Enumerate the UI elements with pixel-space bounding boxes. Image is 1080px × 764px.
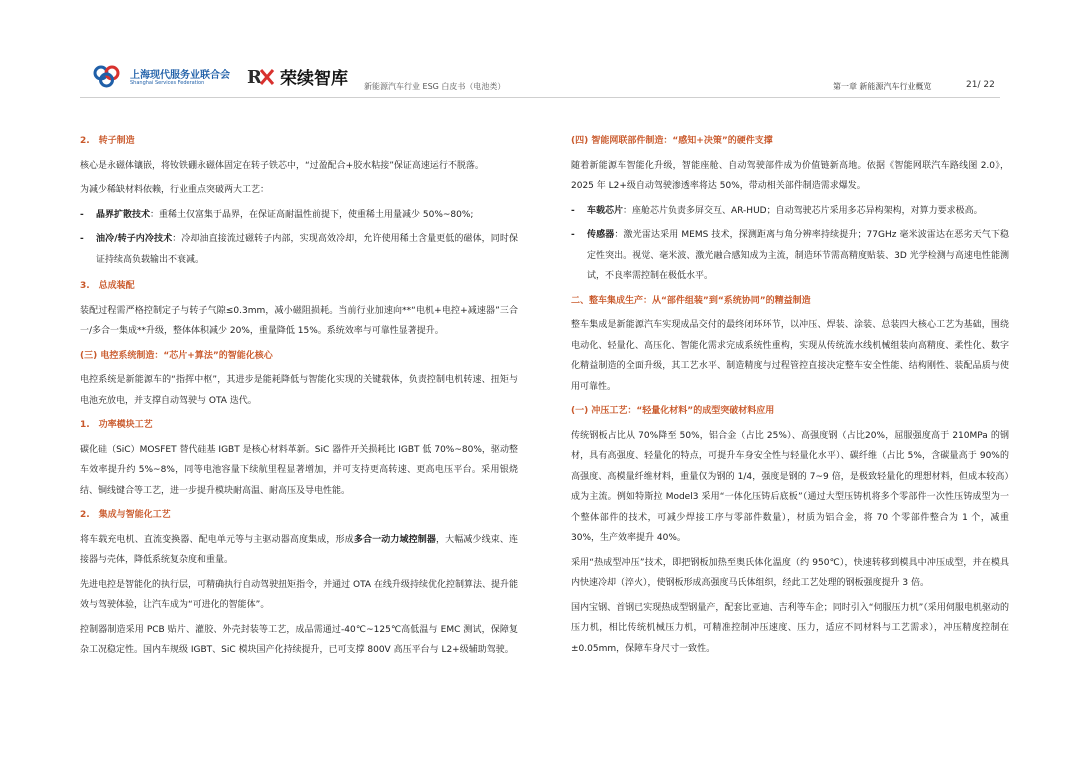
bullet-dash: - bbox=[80, 234, 84, 244]
right-column bbox=[571, 131, 1009, 659]
list-item bbox=[571, 225, 1009, 287]
heading-ecu: (三) 电控系统制造：“芯片+算法”的智能化核心 bbox=[80, 350, 273, 361]
bullet-dash: - bbox=[571, 230, 575, 240]
paragraph: 整车集成是新能源汽车实现成品交付的最终闭环环节，以冲压、焊装、涂装、总装四大核心工艺为基础，围绕电动化、轻量化、高压化、智能化需求完成系统性重构，实现从传统流水线机械组装向高精度、柔性化、数字化精益制造的全面升级，其工艺水平、制造精度与过程管控直接决定整车安全性能、结构刚性、装配品质与使用可靠性。 bbox=[571, 320, 1009, 392]
list-item bbox=[571, 201, 1009, 222]
paragraph: 控制器制造采用 PCB 贴片、灌胶、外壳封装等工艺，成品需通过-40℃~125℃高低温与 EMC 测试，保障复杂工况稳定性。国内车规级 IGBT、SiC 模块国产化持续提升，已可支撑 800V 高压平台与 L2+级辅助驾驶。 bbox=[80, 624, 518, 655]
header-divider bbox=[80, 97, 1000, 98]
paragraph bbox=[80, 530, 518, 571]
page-number: 21/ 22 bbox=[966, 80, 995, 90]
bullet-text: ：座舱芯片负责多屏交互、AR-HUD；自动驾驶芯片采用多芯异构架构，对算力要求极高。 bbox=[623, 205, 983, 216]
paragraph: 碳化硅（SiC）MOSFET 替代硅基 IGBT 是核心材料革新。SiC 器件开关损耗比 IGBT 低 70%~80%，驱动整车效率提升约 5%~8%，同等电池容量下续航里程显著增加，并可支持更高转速、更高电压平台。采用银烧结、铜线键合等工艺，进一步提升模块耐高温、耐高压及导电性能。 bbox=[80, 444, 518, 496]
left-column bbox=[80, 131, 518, 661]
heading-integration: 2. 集成与智能化工艺 bbox=[80, 510, 171, 520]
paragraph: 电控系统是新能源车的“指挥中枢”，其进步是能耗降低与智能化实现的关键载体，负责控制电机转速、扭矩与电池充放电，并支撑自动驾驶与 OTA 迭代。 bbox=[80, 375, 518, 406]
heading-vehicle-integration: 二、整车集成生产：从“部件组装”到“系统协同”的精益制造 bbox=[571, 295, 811, 306]
document-title: 新能源汽车行业 ESG 白皮书（电池类） bbox=[364, 82, 506, 91]
bullet-term: 车载芯片 bbox=[587, 205, 624, 216]
bullet-term: 油冷/转子内冷技术 bbox=[96, 234, 173, 244]
rongxu-logo-icon bbox=[246, 64, 276, 88]
page-header bbox=[0, 0, 1080, 100]
svg-text:R: R bbox=[247, 67, 262, 88]
federation-name: 上海现代服务业联合会 bbox=[130, 70, 230, 81]
paragraph: 为减少稀缺材料依赖，行业重点突破两大工艺： bbox=[80, 185, 270, 195]
bullet-text: ：激光雷达采用 MEMS 技术，探测距离与角分辨率持续提升；77GHz 毫米波雷达在恶劣天气下稳定性突出。视觉、毫米波、激光融合感知成为主流，制造环节需高精度贴装、3D 光学检测与高速电性能测试，不良率需控制在极低水平。 bbox=[587, 230, 1009, 281]
paragraph: 核心是永磁体镶嵌，将钕铁硼永磁体固定在转子铁芯中，“过盈配合+胶水粘接”保证高速运行不脱落。 bbox=[80, 160, 484, 171]
bullet-term: 晶界扩散技术 bbox=[96, 209, 151, 220]
bullet-text: ：重稀土仅富集于晶界，在保证高耐温性前提下，使重稀土用量减少 50%~80%; bbox=[150, 209, 474, 220]
paragraph: 先进电控是智能化的执行层，可精确执行自动驾驶扭矩指令，并通过 OTA 在线升级持续优化控制算法、提升能效与驾驶体验，让汽车成为“可进化的智能体”。 bbox=[80, 579, 518, 610]
chapter-title: 第一章 新能源汽车行业概览 bbox=[833, 82, 932, 91]
bullet-dash: - bbox=[80, 209, 84, 220]
text-span: 将车载充电机、直流变换器、配电单元等与主驱动器高度集成，形成 bbox=[80, 534, 354, 545]
heading-connected-parts: (四) 智能网联部件制造：“感知+决策”的硬件支撑 bbox=[571, 136, 773, 146]
list-item bbox=[80, 205, 518, 226]
paragraph: 随着新能源车智能化升级，智能座舱、自动驾驶部件成为价值链新高地。依据《智能网联汽车路线图 2.0》，2025 年 L2+级自动驾驶渗透率将达 50%，带动相关部件制造需求爆发。 bbox=[571, 160, 1009, 191]
paragraph: 装配过程需严格控制定子与转子气隙≤0.3mm，减小磁阻损耗。当前行业加速向**“电机+电控+减速器”三合一/多合一集成**升级，整体体积减少 20%，重量降低 15%。系统效率与可靠性显著提升。 bbox=[80, 305, 518, 336]
list-item bbox=[80, 229, 518, 270]
paragraph: 国内宝钢、首钢已实现热成型钢量产，配套比亚迪、吉利等车企；同时引入“伺服压力机”（采用伺服电机驱动的压力机，相比传统机械压力机，可精准控制冲压速度、压力，适应不同材料与工艺需求），冲压精度控制在±0.05mm，保障车身尺寸一致性。 bbox=[571, 602, 1009, 654]
heading-power-module: 1. 功率模块工艺 bbox=[80, 420, 153, 430]
bullet-term: 传感器 bbox=[587, 230, 615, 240]
paragraph: 传统钢板占比从 70%降至 50%，铝合金（占比 25%）、高强度钢（占比20%，屈服强度高于 210MPa 的钢材，具有高强度、轻量化的特点，可提升车身安全性与轻量化水平）、碳纤维（占比 5%，含碳量高于 90%的高强度、高模量纤维材料，重量仅为钢的 1/4，强度是钢的 7~9 倍，是极致轻量化的理想材料，但成本较高）成为主流。例如特斯拉 Model3 采用“一体化压铸后底板”（通过大型压铸机将多个零部件一次性压铸成型为一个整体部件的技术，可减少焊接工序与零部件数量），材质为铝合金，将 70 个零部件整合为 1 个，减重 30%，生产效率提升 40%。 bbox=[571, 430, 1009, 543]
heading-rotor: 2. 转子制造 bbox=[80, 136, 135, 146]
bold-term: 多合一动力域控制器 bbox=[353, 534, 436, 545]
heading-stamping: (一) 冲压工艺：“轻量化材料”的成型突破材料应用 bbox=[571, 406, 775, 416]
federation-name-en: Shanghai Services Federation bbox=[130, 80, 205, 86]
bullet-dash: - bbox=[571, 205, 575, 216]
paragraph: 采用“热成型冲压”技术，即把钢板加热至奥氏体化温度（约 950℃），快速转移到模具中冲压成型，并在模具内快速冷却（淬火），使钢板形成高强度马氏体组织，经此工艺处理的钢板强度提升 3 倍。 bbox=[571, 557, 1009, 588]
federation-logo-icon bbox=[92, 64, 122, 88]
heading-assembly: 3. 总成装配 bbox=[80, 281, 135, 291]
text-span: ，大幅减少线束、连接器与壳体，降低系统复杂度和重量。 bbox=[80, 534, 518, 565]
bullet-text: ：冷却油直接流过磁转子内部，实现高效冷却，允许使用稀土含量更低的磁体，同时保证持续高负载输出不衰减。 bbox=[96, 234, 518, 265]
brand-name: 荣续智库 bbox=[280, 69, 348, 89]
